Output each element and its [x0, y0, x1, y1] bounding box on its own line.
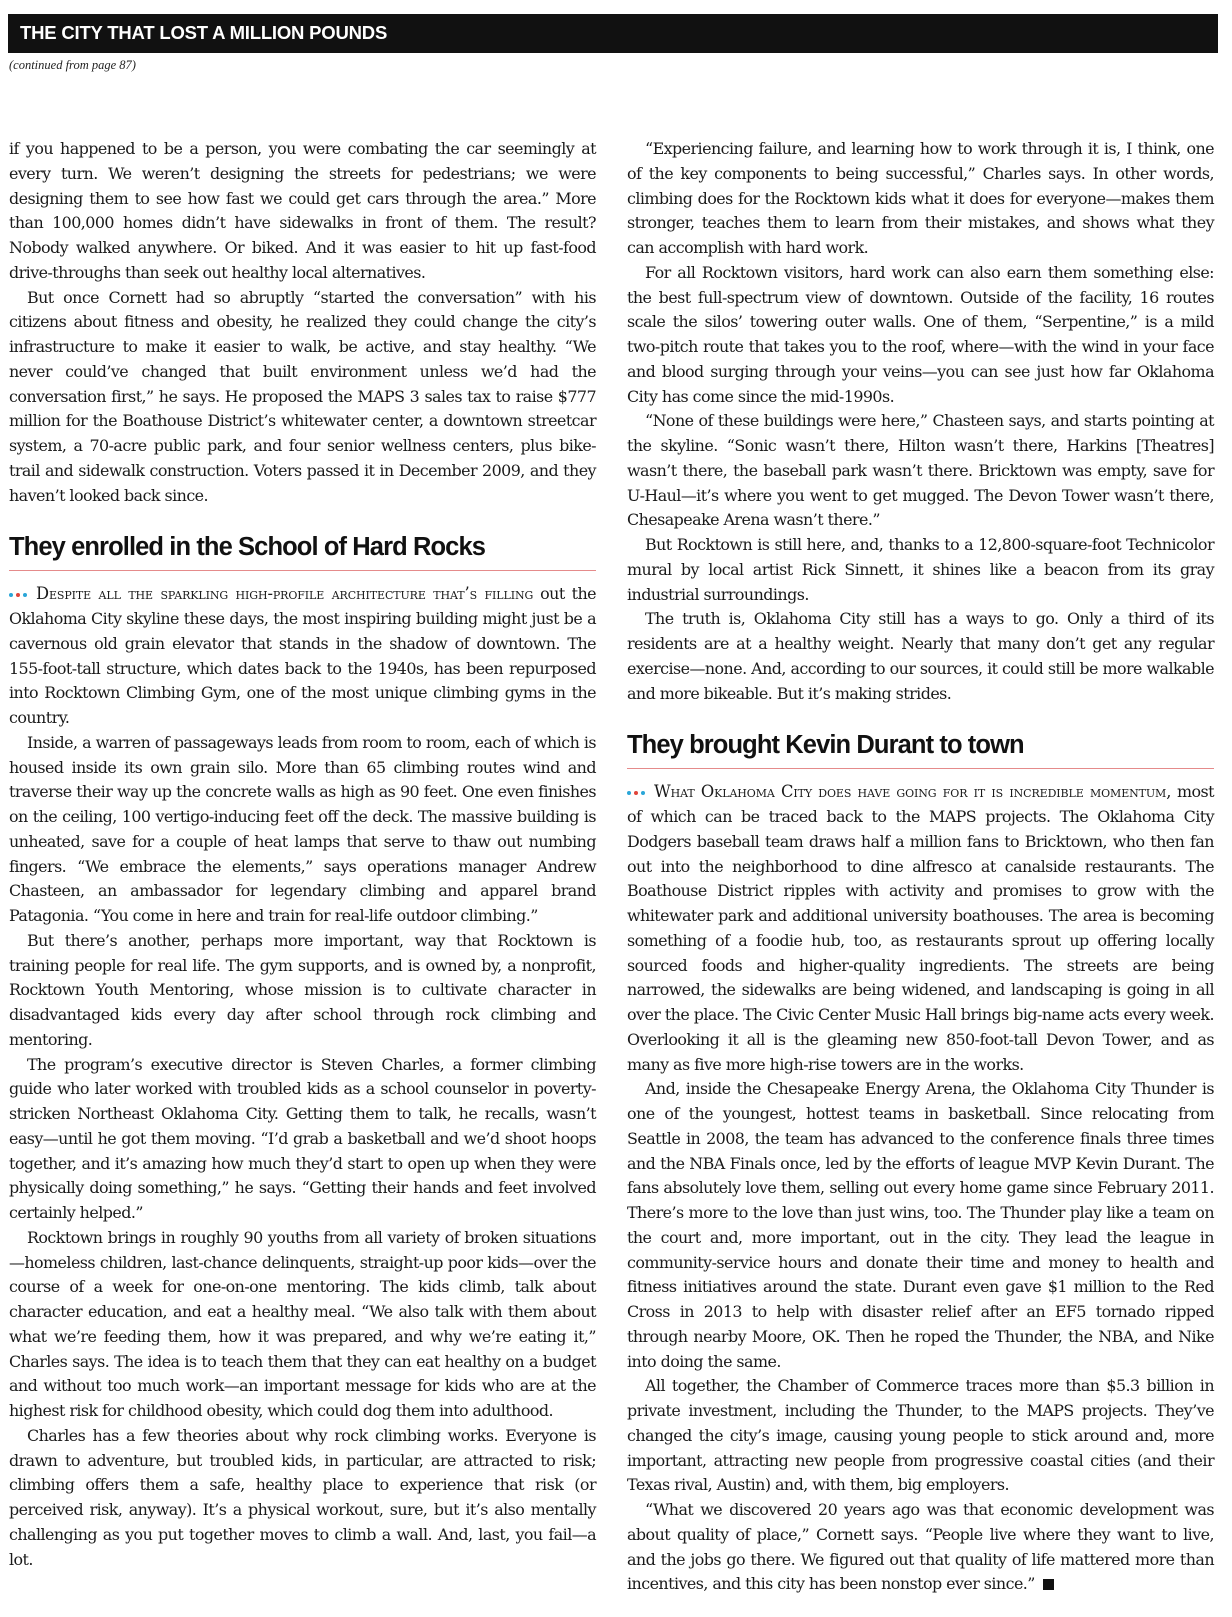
lead-text: out the Oklahoma City skyline these days, the most inspiring building might just be a cavernous old grain elevator that stands in the shadow of downtown. The 155-foot-tall structure, which dates back to the 1940s, has been repurposed into Rocktown Climbing Gym, one of the most unique climbing gyms in the country.: [9, 584, 596, 727]
lead-small-caps: What Oklahoma City does have going for it is incredible momentum,: [654, 782, 1172, 802]
end-of-article-icon: [1043, 1579, 1054, 1590]
lead-text: most of which can be traced back to the MAPS projects. The Oklahoma City Dodgers baseball team draws half a million fans to Bricktown, who then fan out into the neighborhood to dine alfresco at canalside restaurants. The Boathouse District ripples with activity and promises to grow with the whitewater park and additional university boathouses. The area is becoming something of a foodie hub, too, as restaurants sprout up offering locally sourced foods and higher-quality ingredients. The streets are being narrowed, the sidewalks are being widened, and landscaping is going in all over the place. The Civic Center Music Hall brings big-name acts every week. Overlooking it all is the gleaming new 850-foot-tall Devon Tower, and as many as five more high-rise towers are in the works.: [627, 782, 1214, 1074]
body-paragraph: if you happened to be a person, you were combating the car seemingly at every turn. We weren’t designing the streets for pedestrians; we were designing them to see how fast we could get cars through the area.” More than 100,000 homes didn’t have sidewalks in front of them. The result? Nobody walked anywhere. Or biked. And it was easier to hit up fast-food drive-throughs than seek out healthy local alternatives.: [9, 139, 596, 282]
bullet-dots-icon: [627, 779, 648, 804]
body-paragraph: Charles has a few theories about why rock climbing works. Everyone is drawn to adventure, but troubled kids, in particular, are attracted to risk; climbing offers them a safe, healthy place to experience that risk (or perceived risk, anyway). It’s a physical workout, sure, but it’s also mentally challenging as you put together moves to climb a wall. And, last, you fail—a lot.: [9, 1425, 596, 1569]
left-column: [9, 137, 596, 1572]
body-paragraph: “Experiencing failure, and learning how to work through it is, I think, one of the key components to being successful,” Charles says. In other words, climbing does for the Rocktown kids what it does for everyone—makes them stronger, teaches them to learn from their mistakes, and shows what they can accomplish with hard work.: [627, 139, 1214, 257]
section-lead-paragraph: [627, 779, 1214, 1077]
section-heading: They brought Kevin Durant to town: [627, 730, 1214, 769]
bullet-dots-icon: [9, 581, 30, 606]
lead-small-caps: Despite all the sparkling high-profile architecture that’s filling: [36, 584, 534, 604]
body-paragraph: Rocktown brings in roughly 90 youths from all variety of broken situations—homeless children, last-chance delinquents, straight-up poor kids—over the course of a week for one-on-one mentoring. The kids climb, talk about character education, and eat a healthy meal. “We also talk with them about what we’re feeding them, how it was prepared, and why we’re eating it,” Charles says. The idea is to teach them that they can eat healthy on a budget and without too much work—an important message for kids who are at the highest risk for childhood obesity, which could dog them into adulthood.: [9, 1227, 596, 1420]
body-paragraph: But Rocktown is still here, and, thanks to a 12,800-square-foot Technicolor mural by local artist Rick Sinnett, it shines like a beacon from its gray industrial surroundings.: [627, 535, 1214, 604]
body-paragraph: “None of these buildings were here,” Chasteen says, and starts pointing at the skyline. “Sonic wasn’t there, Hilton wasn’t there, Harkins [Theatres] wasn’t there, the baseball park wasn’t there. Bricktown was empty, save for U-Haul—it’s where you went to get mugged. The Devon Tower wasn’t there, Chesapeake Arena wasn’t there.”: [627, 411, 1214, 530]
section-lead-paragraph: [9, 581, 596, 731]
continued-note: (continued from page 87): [9, 58, 136, 72]
body-paragraph: The truth is, Oklahoma City still has a ways to go. Only a third of its residents are at a healthy weight. Nearly that many don’t get any regular exercise—none. And, according to our sources, it could still be more walkable and more bikeable. But it’s making strides.: [627, 609, 1214, 703]
body-paragraph: For all Rocktown visitors, hard work can also earn them something else: the best full-spectrum view of downtown. Outside of the facility, 16 routes scale the silos’ towering outer walls. One of them, “Serpentine,” is a mild two-pitch route that takes you to the roof, where—with the wind in your face and blood surging through your veins—you can see just how far Oklahoma City has come since the mid-1990s.: [627, 262, 1214, 406]
article-banner: [8, 14, 1218, 53]
banner-title: THE CITY THAT LOST A MILLION POUNDS: [20, 22, 388, 43]
section-heading: They enrolled in the School of Hard Rocks: [9, 532, 596, 571]
body-paragraph: All together, the Chamber of Commerce traces more than $5.3 billion in private investment, including the Thunder, to the MAPS projects. They’ve changed the city’s image, causing young people to stick around and, more important, attracting new people from progressive coastal cities (and their Texas rival, Austin) and, with them, big employers.: [627, 1376, 1214, 1495]
closing-text: “What we discovered 20 years ago was that economic development was about quality of place,” Cornett says. “People live where they want to live, and the jobs go there. We figured out that quality of life mattered more than incentives, and this city has been nonstop ever since.”: [627, 1500, 1214, 1594]
closing-paragraph: [627, 1498, 1214, 1597]
right-column: [627, 137, 1214, 1597]
body-paragraph: But once Cornett had so abruptly “started the conversation” with his citizens about fitness and obesity, he realized they could change the city’s infrastructure to make it easier to walk, be active, and stay healthy. “We never could’ve changed that built environment unless we’d had the conversation first,” he says. He proposed the MAPS 3 sales tax to raise $777 million for the Boathouse District’s whitewater center, a downtown streetcar system, a 70-acre public park, and four senior wellness centers, plus bike-trail and sidewalk construction. Voters passed it in December 2009, and they haven’t looked back since.: [9, 287, 596, 505]
body-paragraph: The program’s executive director is Steven Charles, a former climbing guide who later worked with troubled kids as a school counselor in poverty-stricken Northeast Oklahoma City. Getting them to talk, he recalls, wasn’t easy—until he got them moving. “I’d grab a basketball and we’d shoot hoops together, and it’s amazing how much they’d start to open up when they were physically doing something,” he says. “Getting their hands and feet involved certainly helped.”: [9, 1054, 596, 1222]
body-paragraph: But there’s another, perhaps more important, way that Rocktown is training people for real life. The gym supports, and is owned by, a nonprofit, Rocktown Youth Mentoring, whose mission is to cultivate character in disadvantaged kids every day after school through rock climbing and mentoring.: [9, 930, 596, 1049]
body-paragraph: Inside, a warren of passageways leads from room to room, each of which is housed inside its own grain silo. More than 65 climbing routes wind and traverse their way up the concrete walls as high as 90 feet. One even finishes on the ceiling, 100 vertigo-inducing feet off the deck. The massive building is unheated, save for a couple of heat lamps that serve to thaw out numbing fingers. “We embrace the elements,” says operations manager Andrew Chasteen, an ambassador for legendary climbing and apparel brand Patagonia. “You come in here and train for real-life outdoor climbing.”: [9, 732, 596, 925]
body-paragraph: And, inside the Chesapeake Energy Arena, the Oklahoma City Thunder is one of the youngest, hottest teams in basketball. Since relocating from Seattle in 2008, the team has advanced to the conference finals three times and the NBA Finals once, led by the efforts of league MVP Kevin Durant. The fans absolutely love them, selling out every home game since February 2011. There’s more to the love than just wins, too. The Thunder play like a team on the court and, more important, out in the city. They lead the league in community-service hours and donate their time and money to health and fitness initiatives around the state. Durant even gave $1 million to the Red Cross in 2013 to help with disaster relief after an EF5 tornado ripped through nearby Moore, OK. Then he roped the Thunder, the NBA, and Nike into doing the same.: [627, 1079, 1214, 1371]
